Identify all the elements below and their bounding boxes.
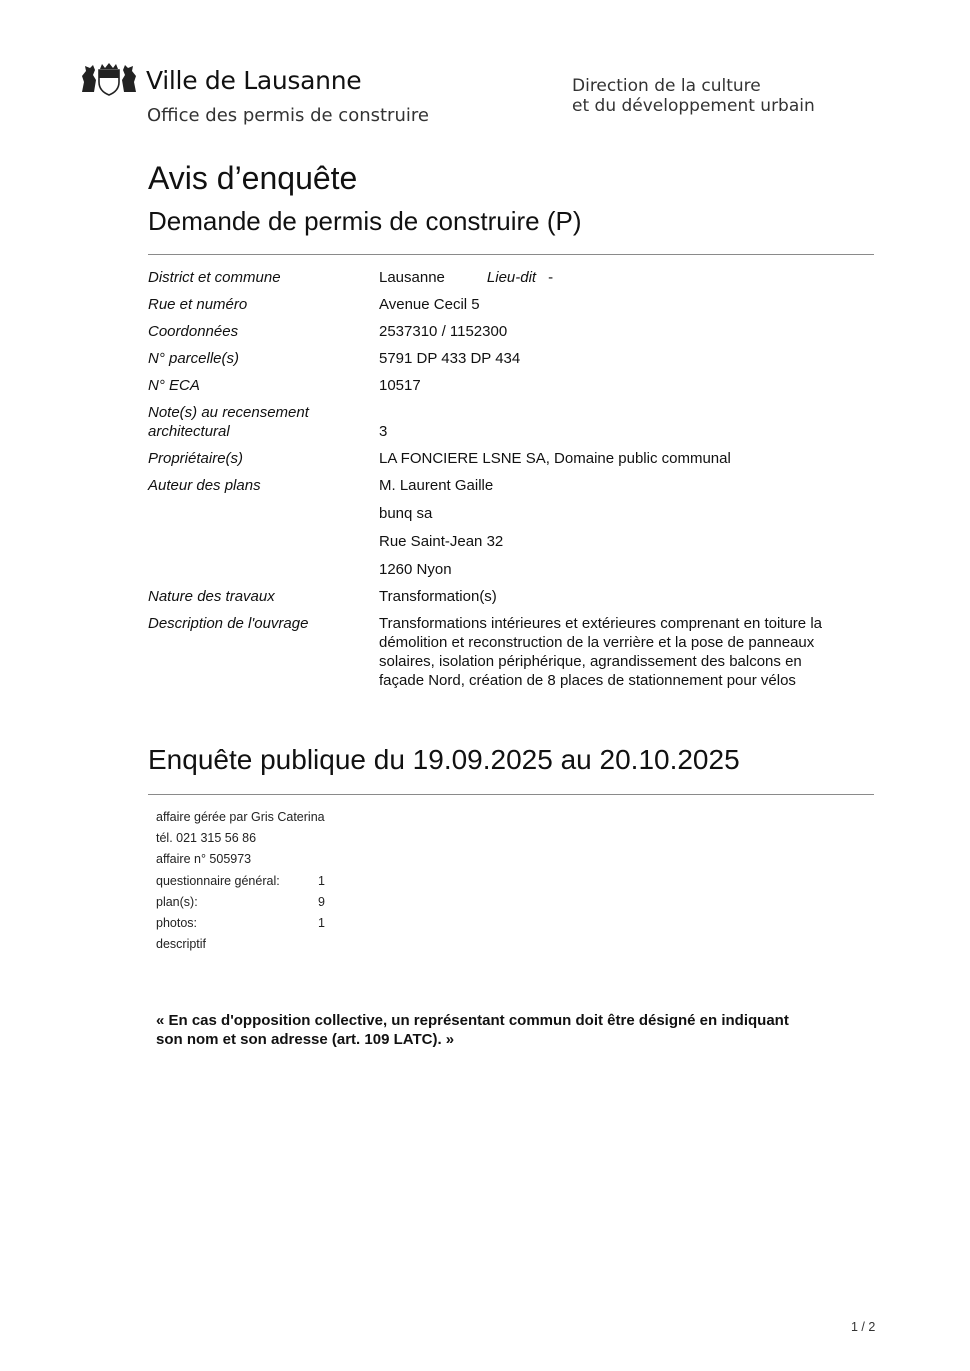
divider (148, 794, 874, 795)
photos-value: 1 (318, 915, 325, 930)
description-line: Transformations intérieures et extérieures comprenant en toiture la (379, 615, 822, 632)
info-label: N° parcelle(s) (148, 350, 240, 367)
direction-line-1: Direction de la culture (572, 76, 761, 96)
info-value: 2537310 / 1152300 (379, 323, 508, 340)
district-value: Lausanne (379, 269, 445, 286)
plans-label: plan(s): (156, 894, 198, 909)
description-line: démolition et reconstruction de la verrière et la pose de panneaux (379, 634, 815, 651)
info-row-eca (148, 376, 874, 395)
page-number: 1 / 2 (851, 1320, 876, 1334)
info-label: District et commune (148, 269, 281, 286)
permit-info-table (148, 268, 874, 698)
plans-row (156, 892, 325, 913)
questionnaire-row (156, 871, 325, 892)
lieu-dit-value: - (548, 269, 554, 286)
page-title: Avis d’enquête (148, 160, 358, 196)
info-row-auteur (148, 476, 874, 579)
note-label-line-2: architectural (148, 423, 230, 440)
questionnaire-label: questionnaire général: (156, 873, 280, 888)
info-value: Transformation(s) (379, 588, 497, 605)
info-value: 3 (379, 423, 388, 440)
info-value: Avenue Cecil 5 (379, 296, 480, 313)
lausanne-coat-of-arms-icon (80, 62, 138, 96)
description-line: façade Nord, création de 8 places de stationnement pour vélos (379, 672, 796, 689)
auteur-line: 1260 Nyon (379, 561, 452, 578)
info-row-description (148, 614, 874, 690)
info-label: Description de l'ouvrage (148, 615, 309, 632)
info-row-coordonnees (148, 322, 874, 341)
plans-value: 9 (318, 894, 325, 909)
divider (148, 254, 874, 255)
info-label: Coordonnées (148, 323, 239, 340)
affaire-number: affaire n° 505973 (156, 852, 252, 867)
affaire-details (156, 807, 325, 955)
info-value (379, 268, 874, 287)
info-label: Rue et numéro (148, 296, 248, 313)
enquete-title: Enquête publique du 19.09.2025 au 20.10.2025 (148, 744, 740, 775)
info-value (379, 614, 874, 690)
auteur-line: Rue Saint-Jean 32 (379, 533, 504, 550)
info-row-note (148, 403, 874, 441)
telephone: tél. 021 315 56 86 (156, 831, 257, 846)
notice-line-2: son nom et son adresse (art. 109 LATC). » (156, 1031, 455, 1048)
info-value: LA FONCIERE LSNE SA, Domaine public communal (379, 450, 731, 467)
direction-name (572, 76, 815, 116)
info-label (148, 403, 379, 441)
info-row-district (148, 268, 874, 287)
note-label-line-1: Note(s) au recensement (148, 404, 309, 421)
info-value: 5791 DP 433 DP 434 (379, 350, 521, 367)
lieu-dit-label: Lieu-dit (486, 269, 537, 286)
descriptif: descriptif (156, 937, 207, 952)
photos-row (156, 913, 325, 934)
gere-par: affaire gérée par Gris Caterina (156, 810, 325, 824)
info-label: Auteur des plans (148, 477, 261, 494)
info-row-rue (148, 295, 874, 314)
info-label: Propriétaire(s) (148, 450, 244, 467)
page-subtitle: Demande de permis de construire (P) (148, 206, 582, 236)
info-row-proprietaire (148, 449, 874, 468)
questionnaire-value: 1 (318, 873, 325, 888)
city-name: Ville de Lausanne (146, 66, 362, 95)
opposition-notice (156, 1011, 876, 1049)
description-line: solaires, isolation périphérique, agrandissement des balcons en (379, 653, 802, 670)
auteur-line: bunq sa (379, 505, 433, 522)
photos-label: photos: (156, 915, 198, 930)
info-value (379, 476, 874, 579)
direction-line-2: et du développement urbain (572, 96, 815, 116)
info-label: N° ECA (148, 377, 200, 394)
notice-line-1: « En cas d'opposition collective, un représentant commun doit être désigné en indiquant (156, 1012, 789, 1029)
info-value: 10517 (379, 377, 421, 394)
info-row-nature (148, 587, 874, 606)
info-label: Nature des travaux (148, 588, 275, 605)
auteur-line: M. Laurent Gaille (379, 477, 494, 494)
office-name: Office des permis de construire (147, 105, 429, 126)
info-row-parcelle (148, 349, 874, 368)
